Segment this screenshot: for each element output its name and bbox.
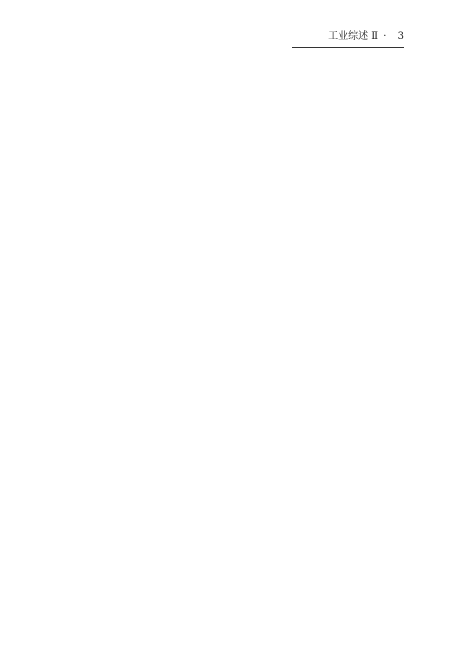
page-number: 3 <box>397 31 404 42</box>
running-head-separator: · <box>383 31 387 42</box>
body-text <box>46 58 404 627</box>
running-head <box>292 30 404 44</box>
running-head-section: 工业综述 <box>328 31 369 42</box>
running-head-chapter: Ⅱ <box>371 31 379 42</box>
header-rule <box>292 47 404 48</box>
